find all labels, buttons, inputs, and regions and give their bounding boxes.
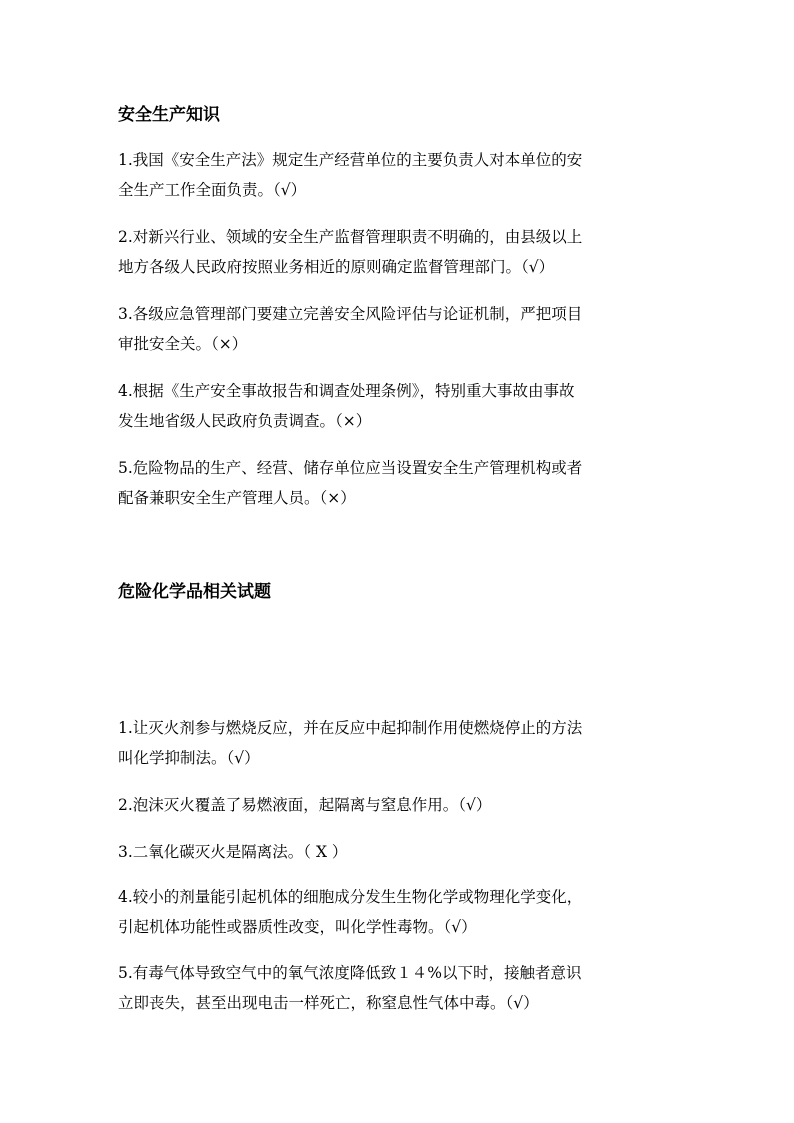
section-title-safety-knowledge: 安全生产知识 bbox=[118, 105, 220, 125]
question-item bbox=[118, 299, 678, 359]
question-line: 5.有毒气体导致空气中的氧气浓度降低致１４%以下时，接触者意识 bbox=[118, 964, 582, 982]
question-line: 引起机体功能性或器质性改变，叫化学性毒物。（√） bbox=[118, 918, 477, 936]
question-line: 立即丧失，甚至出现电击一样死亡，称窒息性气体中毒。（√） bbox=[118, 994, 539, 1012]
question-line: 3.二氧化碳灭火是隔离法。（ X ） bbox=[118, 843, 348, 861]
question-line: 审批安全关。（×） bbox=[118, 335, 248, 353]
question-line: 2.对新兴行业、领域的安全生产监督管理职责不明确的，由县级以上 bbox=[118, 228, 583, 246]
question-item bbox=[118, 837, 678, 867]
question-line: 地方各级人民政府按照业务相近的原则确定监督管理部门。（√） bbox=[118, 258, 555, 276]
question-line: 4.根据《生产安全事故报告和调查处理条例》，特别重大事故由事故 bbox=[118, 382, 575, 400]
question-line: 全生产工作全面负责。（√） bbox=[118, 181, 307, 199]
question-line: 1.我国《安全生产法》规定生产经营单位的主要负责人对本单位的安 bbox=[118, 151, 583, 169]
question-line: 5.危险物品的生产、经营、储存单位应当设置安全生产管理机构或者 bbox=[118, 459, 583, 477]
question-line: 3.各级应急管理部门要建立完善安全风险评估与论证机制，严把项目 bbox=[118, 305, 583, 323]
question-item bbox=[118, 958, 678, 1018]
question-item bbox=[118, 882, 678, 942]
question-line: 发生地省级人民政府负责调查。（×） bbox=[118, 412, 372, 430]
question-item bbox=[118, 713, 678, 773]
question-line: 1.让灭火剂参与燃烧反应，并在反应中起抑制作用使燃烧停止的方法 bbox=[118, 719, 583, 737]
question-item bbox=[118, 222, 678, 282]
question-item bbox=[118, 376, 678, 436]
question-line: 配备兼职安全生产管理人员。（×） bbox=[118, 489, 356, 507]
question-line: 4.较小的剂量能引起机体的细胞成分发生生物化学或物理化学变化， bbox=[118, 888, 583, 906]
question-item bbox=[118, 453, 678, 513]
question-item bbox=[118, 790, 678, 820]
question-item bbox=[118, 145, 678, 205]
question-line: 2.泡沫灭火覆盖了易燃液面，起隔离与窒息作用。（√） bbox=[118, 796, 492, 814]
question-line: 叫化学抑制法。（√） bbox=[118, 749, 260, 767]
section-title-hazardous-chemicals: 危险化学品相关试题 bbox=[118, 582, 271, 602]
